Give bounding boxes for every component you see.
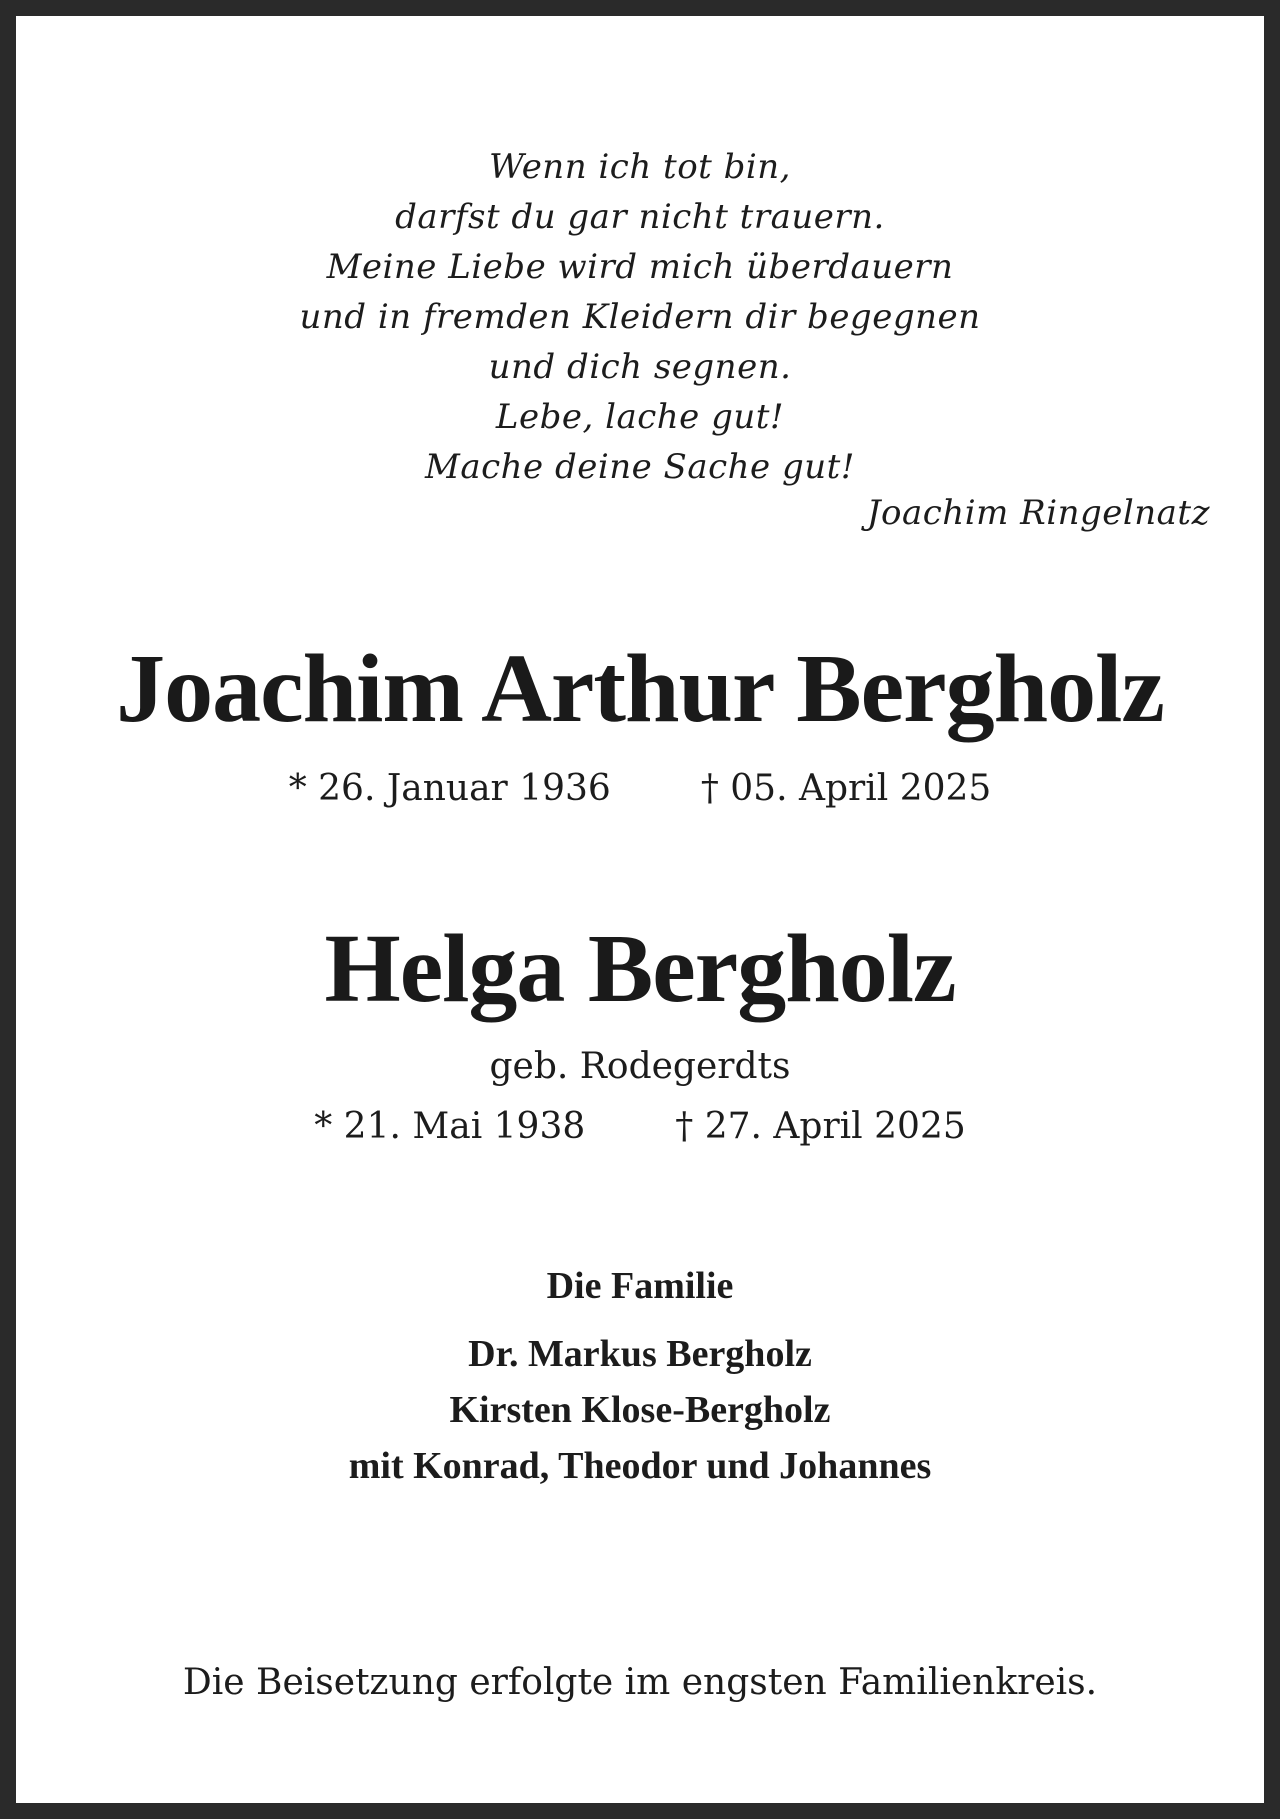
family-member: Dr. Markus Bergholz <box>468 1333 812 1375</box>
poem-line: Lebe, lache gut! <box>495 397 785 437</box>
family-member: mit Konrad, Theodor und Johannes <box>348 1445 932 1487</box>
obituary-notice <box>16 16 1264 1803</box>
deceased-name-joachim: Joachim Arthur Bergholz <box>116 635 1164 743</box>
poem-line: und in fremden Kleidern dir begegnen <box>299 297 981 337</box>
birth-date: * 21. Mai 1938 <box>314 1106 586 1147</box>
death-date: † 05. April 2025 <box>700 768 992 809</box>
poem-line: und dich segnen. <box>488 347 792 387</box>
death-date: † 27. April 2025 <box>675 1106 966 1147</box>
birth-name: geb. Rodegerdts <box>489 1046 791 1087</box>
deceased-dates-joachim <box>16 766 1264 812</box>
birth-date: * 26. Januar 1936 <box>288 768 611 809</box>
family-member: Kirsten Klose-Bergholz <box>449 1389 831 1431</box>
deceased-name-helga: Helga Bergholz <box>324 915 956 1023</box>
family-members <box>16 1326 1264 1494</box>
poem-line: Wenn ich tot bin, <box>489 147 791 187</box>
poem-line: darfst du gar nicht trauern. <box>395 197 885 237</box>
deceased-dates-helga <box>16 1104 1264 1150</box>
poem-line: Meine Liebe wird mich überdauern <box>326 247 954 287</box>
family-heading: Die Familie <box>546 1265 734 1307</box>
poem-line: Mache deine Sache gut! <box>425 447 855 487</box>
poem <box>16 142 1264 492</box>
poem-author: Joachim Ringelnatz <box>866 493 1210 533</box>
funeral-note: Die Beisetzung erfolgte im engsten Familienkreis. <box>182 1662 1098 1703</box>
